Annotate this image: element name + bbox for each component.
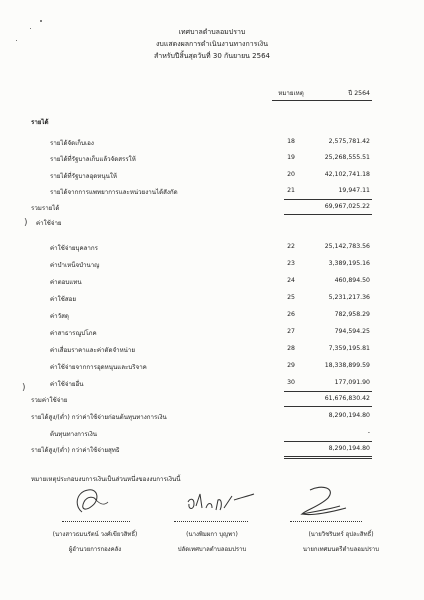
net-double-underline-1 [284,456,372,457]
expense-note: 22 [287,243,295,250]
net-top-line [284,441,372,442]
signatory-1-name: (นางสาวธมนรัตน์ วงศ์เขียวสิทธิ์) [52,531,138,538]
scan-speck [40,20,42,22]
revenue-label: รายได้จัดเก็บเอง [50,140,94,147]
signatory-1-title: ผู้อำนวยการกองคลัง [68,546,122,553]
expense-amount: 3,389,195.16 [328,260,370,267]
signature-1 [60,484,130,520]
expense-label: ค่าสาธารณูปโภค [50,330,97,337]
revenue-amount: 42,102,741.18 [324,171,370,178]
expense-label: ค่าใช้จ่ายจากการอุดหนุนและบริจาค [50,364,147,371]
expense-amount: 460,894.50 [334,277,370,284]
revenue-note: 20 [287,171,295,178]
revenue-total-amount: 69,967,025.22 [324,203,370,210]
expense-label: ค่าใช้จ่ายบุคลากร [50,245,98,252]
revenue-note: 21 [287,187,295,194]
expense-amount: 177,091.90 [334,379,370,386]
note-column-header: หมายเหตุ [278,90,304,97]
expense-amount: 794,594.25 [334,328,370,335]
expense-label: ค่าใช้จ่ายอื่น [50,381,84,388]
revenue-note: 18 [287,138,295,145]
statement-title: งบแสดงผลการดำเนินงานทางการเงิน [156,40,268,48]
signature-line-2 [174,521,248,522]
expense-note: 27 [287,328,295,335]
expense-note: 29 [287,362,295,369]
expense-label: ค่าใช้สอย [50,296,76,303]
expense-amount: 18,338,899.59 [324,362,370,369]
expense-total-amount: 61,676,830.42 [324,395,370,402]
expense-amount: 7,359,195.81 [328,345,370,352]
expense-label: ค่าวัสดุ [50,313,69,320]
statement-footnote: หมายเหตุประกอบงบการเงินเป็นส่วนหนึ่งของงบการเงินนี้ [31,476,181,483]
signatory-2-title: ปลัดเทศบาลตำบลอมปราบ [177,546,247,553]
expense-note: 30 [287,379,295,386]
revenue-label: รายได้ที่รัฐบาลอุดหนุนให้ [50,173,117,180]
signature-3 [282,482,362,522]
scan-speck [16,40,17,41]
revenue-note: 19 [287,154,295,161]
expense-total-line [284,391,372,392]
expense-label: ค่าเสื่อมราคาและค่าตัดจำหน่าย [50,347,135,354]
expense-total-label: รวมค่าใช้จ่าย [31,397,68,404]
revenue-total-underline [284,214,372,215]
net-amount: 8,290,194.80 [328,445,370,452]
finance-cost-amount: - [367,429,370,436]
signatory-3-name: (นายวิชรินทร์ อุปละสิทธิ์) [308,531,374,538]
signature-line-3 [290,521,362,522]
signature-2 [180,488,260,520]
net-label: รายได้สูง/(ต่ำ) กว่าค่าใช้จ่ายสุทธิ [31,447,120,454]
expense-label: ค่าบำเหน็จบำนาญ [50,262,100,269]
binding-mark: ) [22,383,26,393]
binding-mark: ) [24,218,28,228]
signature-line-1 [62,521,130,522]
revenue-label: รายได้ที่รัฐบาลเก็บแล้วจัดสรรให้ [50,156,136,163]
revenue-amount: 25,268,555.51 [324,154,370,161]
expense-note: 23 [287,260,295,267]
net-double-underline-2 [284,458,372,459]
expense-label: ค่าตอบแทน [50,279,82,286]
scan-speck [30,28,31,29]
header-underline [272,100,372,101]
expense-note: 28 [287,345,295,352]
expense-amount: 5,231,217.36 [328,294,370,301]
revenue-total-line [284,199,372,200]
expense-heading: ค่าใช้จ่าย [36,220,62,227]
signatory-3-title: นายกเทศมนตรีตำบลอมปราบ [302,546,380,553]
before-finance-label: รายได้สูง/(ต่ำ) กว่าค่าใช้จ่ายก่อนต้นทุนทางการเงิน [31,414,167,421]
revenue-heading: รายได้ [31,119,49,126]
revenue-total-label: รวมรายได้ [31,205,60,212]
year-column-header: ปี 2564 [348,90,370,97]
before-finance-amount: 8,290,194.80 [328,412,370,419]
org-name: เทศบาลตำบลอมปราบ [178,28,246,36]
revenue-label: รายได้จากการแพทยาการและหน่วยงานได้สังกัด [50,189,178,196]
statement-period: สำหรับปีสิ้นสุดวันที่ 30 กันยายน 2564 [153,52,270,60]
finance-cost-label: ต้นทุนทางการเงิน [50,431,98,438]
revenue-amount: 19,947.11 [338,187,370,194]
expense-note: 25 [287,294,295,301]
expense-amount: 25,142,783.56 [324,243,370,250]
expense-note: 24 [287,277,295,284]
expense-amount: 782,958.29 [334,311,370,318]
expense-note: 26 [287,311,295,318]
signatory-2-name: (นางพิมผกา บุญพา) [186,531,238,538]
expense-total-underline [284,406,372,407]
revenue-amount: 2,575,781.42 [328,138,370,145]
